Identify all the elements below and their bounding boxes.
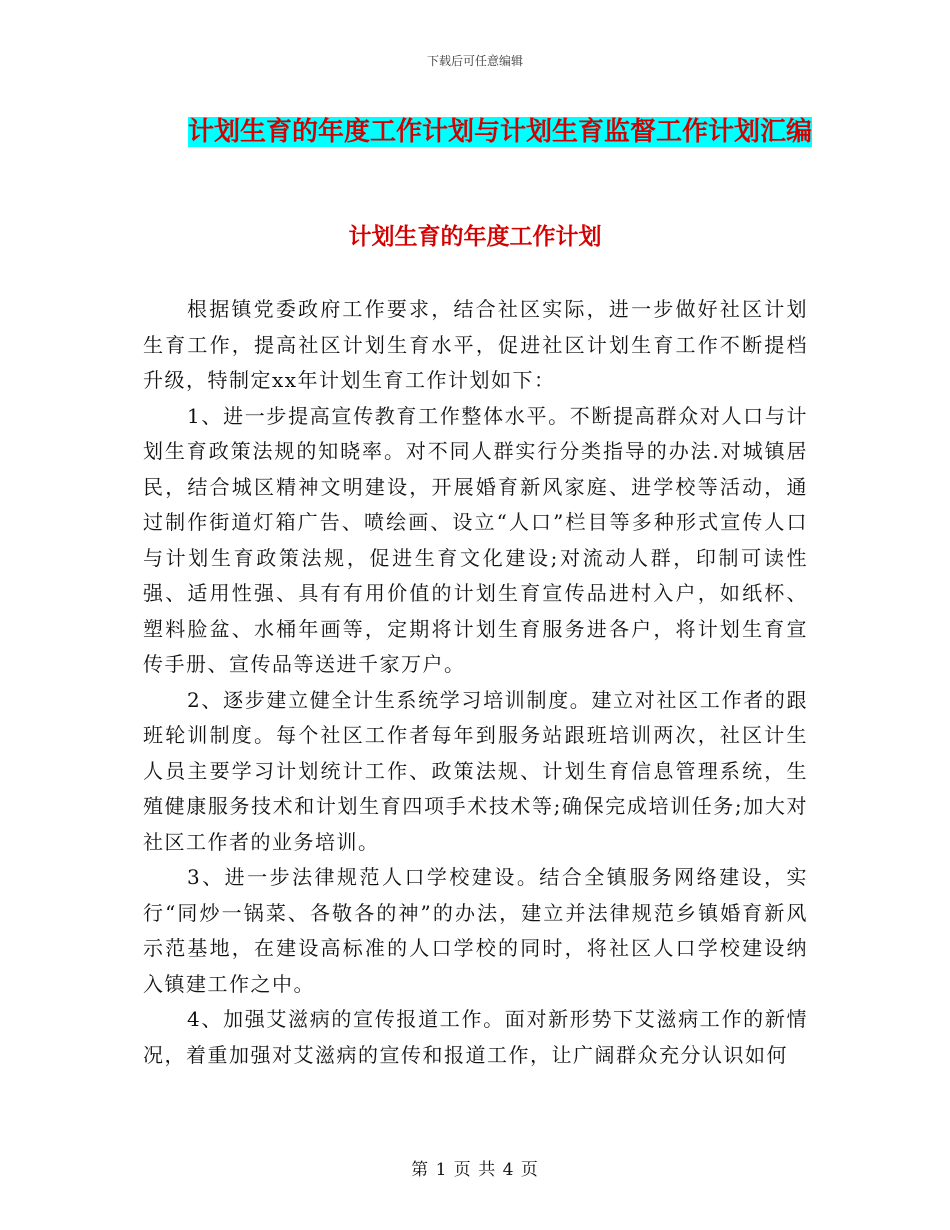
section-title: 计划生育的年度工作计划 (348, 223, 602, 250)
paragraph: 2、逐步建立健全计生系统学习培训制度。建立对社区工作者的跟班轮训制度。每个社区工作者每年到服务站跟班培训两次，社区计生人员主要学习计划统计工作、政策法规、计划生育信息管理系统，生殖健康服务技术和计划生育四项手术技术等;确保完成培训任务;加大对社区工作者的业务培训。 (143, 687, 808, 854)
document-title (150, 110, 850, 154)
paragraph: 4、加强艾滋病的宣传报道工作。面对新形势下艾滋病工作的新情况，着重加强对艾滋病的宣传和报道工作，让广阔群众充分认识如何 (143, 1007, 808, 1067)
document-title-text: 计划生育的年度工作计划与计划生育监督工作计划汇编 (187, 117, 812, 147)
page-footer: 第 1 页 共 4 页 (411, 1160, 539, 1180)
paragraph: 根据镇党委政府工作要求，结合社区实际，进一步做好社区计划生育工作，提高社区计划生育水平，促进社区计划生育工作不断提档升级，特制定xx年计划生育工作计划如下： (143, 297, 808, 392)
paragraph: 1、进一步提高宣传教育工作整体水平。不断提高群众对人口与计划生育政策法规的知晓率。对不同人群实行分类指导的办法.对城镇居民，结合城区精神文明建设，开展婚育新风家庭、进学校等活动，通过制作街道灯箱广告、喷绘画、设立“人口”栏目等多种形式宣传人口与计划生育政策法规，促进生育文化建设;对流动人群，印制可读性强、适用性强、具有有用价值的计划生育宣传品进村入户，如纸杯、塑料脸盆、水桶年画等，定期将计划生育服务进各户，将计划生育宣传手册、宣传品等送进千家万户。 (143, 403, 808, 676)
header-note: 下载后可任意编辑 (426, 54, 523, 68)
paragraph: 3、进一步法律规范人口学校建设。结合全镇服务网络建设，实行“同炒一锅菜、各敬各的神”的办法，建立并法律规范乡镇婚育新风示范基地，在建设高标准的人口学校的同时，将社区人口学校建设纳入镇建工作之中。 (143, 865, 808, 996)
document-body (143, 292, 808, 1073)
